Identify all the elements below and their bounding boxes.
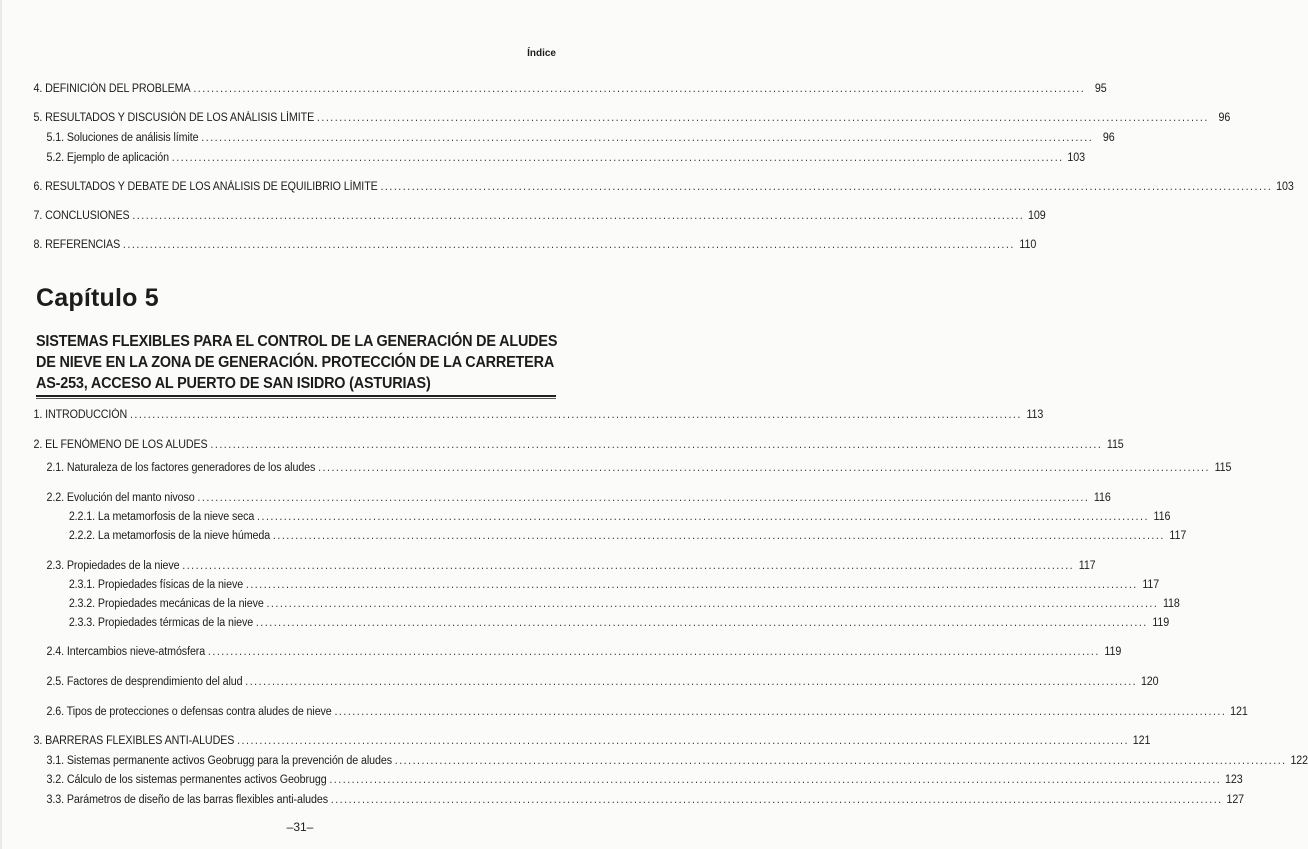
dot-leader: ........................................................................................................................................................................................................ [182, 560, 1075, 572]
toc-entry-label: 7. CONCLUSIONES [33, 210, 130, 222]
toc-entry-label: 2.2. Evolución del manto nivoso [46, 492, 195, 504]
toc-entry[interactable] [0, 734, 1151, 748]
toc-entry[interactable] [0, 461, 1232, 475]
toc-entry-label: 2.3.2. Propiedades mecánicas de la nieve [68, 598, 264, 610]
toc-entry-page: 103 [1276, 181, 1294, 193]
toc-entry-page: 116 [1093, 492, 1111, 504]
toc-entry[interactable] [0, 705, 1248, 719]
toc-entry-label: 6. RESULTADOS Y DEBATE DE LOS ANÁLISIS DE EQUILIBRIO LÍMITE [33, 181, 378, 193]
toc-entry-label: 5. RESULTADOS Y DISCUSIÓN DE LOS ANÁLISIS LÍMITE [33, 112, 315, 124]
toc-entry-page: 117 [1169, 530, 1187, 542]
toc-entry-label: 3.1. Sistemas permanente activos Geobrugg para la prevención de aludes [46, 755, 392, 767]
toc-entry-page: 118 [1162, 598, 1180, 610]
dot-leader: ........................................................................................................................................................................................................ [334, 706, 1227, 718]
dot-leader: ........................................................................................................................................................................................................ [380, 181, 1273, 193]
toc-entry-page: 96 [1218, 112, 1231, 124]
toc-entry[interactable] [0, 754, 1308, 768]
toc-entry-page: 123 [1225, 774, 1243, 786]
toc-entry-page: 96 [1102, 132, 1115, 144]
toc-entry[interactable] [0, 578, 1160, 592]
toc-entry-page: 116 [1153, 511, 1171, 523]
toc-entry-label: 2.3. Propiedades de la nieve [46, 560, 180, 572]
toc-entry-page: 113 [1026, 409, 1044, 421]
chapter-subtitle [36, 331, 558, 394]
toc-entry-label: 3. BARRERAS FLEXIBLES ANTI-ALUDES [33, 735, 235, 747]
toc-entry[interactable] [0, 616, 1170, 630]
dot-leader: ........................................................................................................................................................................................................ [245, 676, 1138, 688]
toc-entry-page: 119 [1152, 617, 1170, 629]
toc-entry[interactable] [0, 491, 1111, 505]
toc-entry-label: 5.2. Ejemplo de aplicación [46, 152, 169, 164]
dot-leader: ........................................................................................................................................................................................................ [210, 439, 1103, 451]
dot-leader: ........................................................................................................................................................................................................ [255, 617, 1148, 629]
dot-leader: ........................................................................................................................................................................................................ [318, 462, 1210, 474]
toc-entry[interactable] [0, 151, 1086, 165]
toc-entry[interactable] [0, 645, 1122, 659]
toc-entry[interactable] [0, 209, 1046, 223]
toc-entry-page: 121 [1132, 735, 1151, 747]
toc-entry[interactable] [0, 180, 1294, 194]
toc-entry[interactable] [0, 529, 1187, 543]
toc-entry-label: 1. INTRODUCCIÓN [33, 409, 128, 421]
dot-leader: ........................................................................................................................................................................................................ [237, 735, 1129, 747]
toc-entry-page: 117 [1078, 560, 1096, 572]
toc-entry[interactable] [0, 559, 1096, 573]
toc-entry-label: 2.6. Tipos de protecciones o defensas contra aludes de nieve [46, 706, 332, 718]
toc-entry-label: 2.3.3. Propiedades térmicas de la nieve [68, 617, 254, 629]
title-divider [36, 395, 556, 397]
toc-entry-page: 121 [1230, 706, 1248, 718]
toc-entry-label: 3.2. Cálculo de los sistemas permanentes activos Geobrugg [46, 774, 327, 786]
dot-leader: ........................................................................................................................................................................................................ [316, 112, 1209, 124]
chapter-title: Capítulo 5 [36, 284, 159, 312]
dot-leader: ........................................................................................................................................................................................................ [329, 774, 1222, 786]
dot-leader: ........................................................................................................................................................................................................ [330, 794, 1223, 806]
toc-entry[interactable] [0, 675, 1159, 689]
toc-entry[interactable] [0, 793, 1245, 807]
toc-entry-label: 2.4. Intercambios nieve-atmósfera [46, 646, 206, 658]
dot-leader: ........................................................................................................................................................................................................ [272, 530, 1165, 542]
toc-entry[interactable] [0, 111, 1231, 125]
toc-entry-page: 117 [1142, 579, 1160, 591]
running-header: Índice [527, 48, 556, 59]
toc-entry-page: 103 [1067, 152, 1086, 164]
toc-entry[interactable] [0, 131, 1115, 145]
toc-entry-label: 3.3. Parámetros de diseño de las barras flexibles anti-aludes [46, 794, 328, 806]
dot-leader: ........................................................................................................................................................................................................ [197, 492, 1090, 504]
toc-entry-page: 115 [1214, 462, 1232, 474]
dot-leader: ........................................................................................................................................................................................................ [394, 755, 1287, 767]
toc-entry-label: 2.2.1. La metamorfosis de la nieve seca [68, 511, 255, 523]
toc-entry[interactable] [0, 82, 1107, 96]
dot-leader: ........................................................................................................................................................................................................ [193, 83, 1086, 95]
chapter-subtitle-line: SISTEMAS FLEXIBLES PARA EL CONTROL DE LA GENERACIÓN DE ALUDES [36, 333, 558, 350]
toc-entry-page: 115 [1106, 439, 1124, 451]
dot-leader: ........................................................................................................................................................................................................ [266, 598, 1159, 610]
title-divider-secondary [36, 398, 556, 399]
toc-entry-page: 95 [1094, 83, 1107, 95]
dot-leader: ........................................................................................................................................................................................................ [245, 579, 1138, 591]
dot-leader: ........................................................................................................................................................................................................ [207, 646, 1100, 658]
toc-entry-label: 8. REFERENCIAS [33, 239, 121, 251]
toc-entry[interactable] [0, 597, 1180, 611]
dot-leader: ........................................................................................................................................................................................................ [129, 409, 1022, 421]
toc-entry-label: 2.2.2. La metamorfosis de la nieve húmeda [68, 530, 271, 542]
toc-entry-label: 2.3.1. Propiedades físicas de la nieve [68, 579, 244, 591]
page-number: –31– [286, 820, 314, 834]
dot-leader: ........................................................................................................................................................................................................ [122, 239, 1015, 251]
dot-leader: ........................................................................................................................................................................................................ [171, 152, 1064, 164]
toc-entry-label: 2. EL FENÓMENO DE LOS ALUDES [33, 439, 208, 451]
toc-entry-page: 127 [1226, 794, 1245, 806]
toc-entry-label: 2.1. Naturaleza de los factores generadores de los aludes [46, 462, 316, 474]
dot-leader: ........................................................................................................................................................................................................ [201, 132, 1094, 144]
toc-entry-page: 109 [1028, 210, 1046, 222]
toc-entry[interactable] [0, 238, 1037, 252]
toc-entry[interactable] [0, 408, 1044, 422]
toc-entry-label: 4. DEFINICIÓN DEL PROBLEMA [33, 83, 191, 95]
toc-entry[interactable] [0, 773, 1243, 787]
dot-leader: ........................................................................................................................................................................................................ [257, 511, 1149, 523]
toc-entry-page: 120 [1140, 676, 1159, 688]
page-edge-shadow [0, 0, 2, 849]
toc-entry-page: 110 [1019, 239, 1037, 251]
toc-entry[interactable] [0, 510, 1171, 524]
chapter-subtitle-line: DE NIEVE EN LA ZONA DE GENERACIÓN. PROTECCIÓN DE LA CARRETERA [36, 354, 555, 371]
chapter-subtitle-line: AS-253, ACCESO AL PUERTO DE SAN ISIDRO (ASTURIAS) [36, 375, 431, 392]
toc-entry-page: 119 [1104, 646, 1122, 658]
toc-entry-label: 5.1. Soluciones de análisis límite [46, 132, 199, 144]
toc-entry-label: 2.5. Factores de desprendimiento del alud [46, 676, 243, 688]
toc-entry-page: 122 [1290, 755, 1308, 767]
dot-leader: ........................................................................................................................................................................................................ [132, 210, 1025, 222]
toc-entry[interactable] [0, 438, 1124, 452]
